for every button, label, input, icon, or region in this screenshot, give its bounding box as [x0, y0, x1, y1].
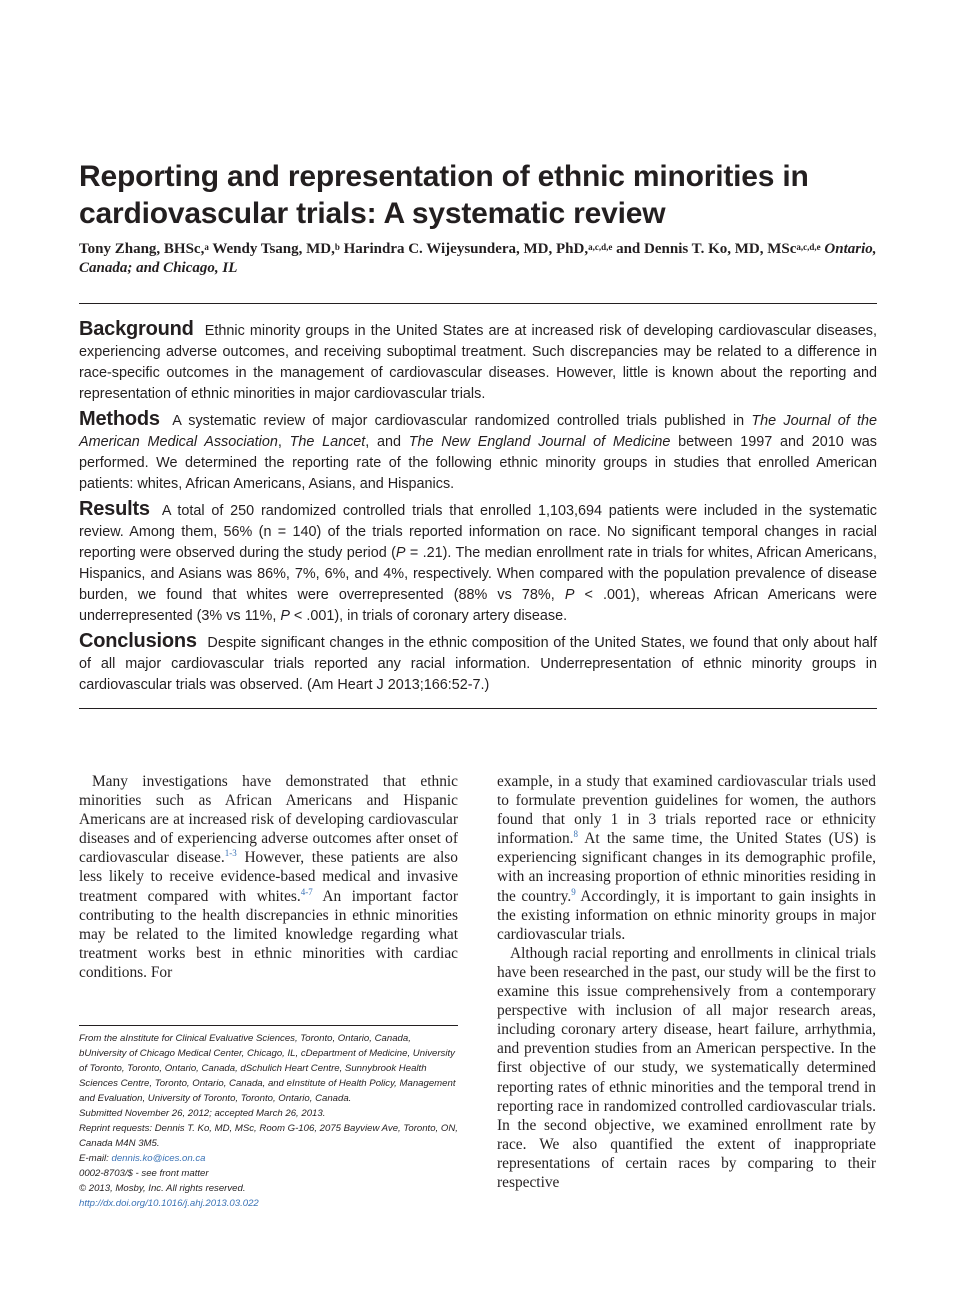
abstract-top-divider: [79, 303, 877, 304]
author-name: Wendy Tsang, MD,: [212, 241, 335, 257]
doi-link[interactable]: http://dx.doi.org/10.1016/j.ahj.2013.03.022: [79, 1198, 259, 1209]
author-name: and Dennis T. Ko, MD, MSc: [616, 241, 797, 257]
journal-name: The Journal of the American Medical Association: [79, 413, 877, 450]
author-name: Harindra C. Wijeysundera, MD, PhD,: [343, 241, 589, 257]
author-affiliation: a,c,d,e: [588, 242, 613, 252]
body-text: Many investigations have demonstrated that ethnic minorities such as African Americans and Hispanic Americans are at increased risk of developing cardiovascular diseases and of experiencing adverse outcomes after onset of cardiovascular disease.: [79, 773, 458, 867]
author-affiliation: a,c,d,e: [796, 242, 821, 252]
submission-note: Submitted November 26, 2012; accepted March 26, 2013.: [79, 1108, 326, 1119]
email-note: [79, 1151, 459, 1166]
abstract: [79, 319, 877, 700]
body-text: example, in a study that examined cardiovascular trials used to formulate prevention guidelines for women, the authors found that only 1 in 3 trials reported race or ethnicity information.: [497, 773, 876, 848]
body-text: An important factor contributing to the health discrepancies in ethnic minorities may be related to the limited knowledge regarding what treatment works best in ethnic minorities with cardiac conditions. For: [79, 887, 458, 981]
section-heading: Methods: [79, 408, 160, 430]
reference-link[interactable]: 4-7: [300, 886, 313, 897]
p-value-symbol: P: [395, 545, 406, 561]
abstract-conclusions: [79, 631, 877, 696]
author-affiliation: b: [334, 242, 340, 252]
author-locations: Ontario, Canada; and Chicago, IL: [79, 241, 877, 276]
author-name: Tony Zhang, BHSc,: [79, 241, 205, 257]
section-text: = .21). The median enrollment rate in trials for whites, African Americans, Hispanics, and Asians was 86%, 7%, 6%, and 4%, respectively. When compared with the population prevalence of disease burden, we found that whites were overrepresented (88% vs 78%,: [79, 545, 877, 603]
author-list: [79, 240, 899, 278]
body-text: Accordingly, it is important to gain insights in the existing information on ethnic minority groups in major cardiovascular trials.: [497, 887, 877, 943]
affiliations-note: From the aInstitute for Clinical Evaluative Sciences, Toronto, Ontario, Canada, bUniversity of Chicago Medical Center, Chicago, IL, cDepartment of Medicine, University of Toronto, Toronto, Ontario, Canada, dSchulich Heart Centre, Sunnybrook Health Sciences Centre, Toronto, Ontario, Canada, and eInstitute of Health Policy, Management and Evaluation, University of Toronto, Toronto, Ontario, Canada.: [79, 1033, 456, 1104]
journal-name: The Lancet: [289, 434, 366, 450]
section-heading: Results: [79, 498, 150, 520]
issn-note: 0002-8703/$ - see front matter: [79, 1168, 209, 1179]
abstract-results: [79, 499, 877, 627]
body-column-right: [497, 772, 876, 1192]
reference-link[interactable]: 8: [573, 829, 579, 840]
email-label: E-mail:: [79, 1153, 112, 1164]
article-title: Reporting and representation of ethnic minorities in cardiovascular trials: A systematic review: [79, 160, 809, 230]
reprint-note: Reprint requests: Dennis T. Ko, MD, MSc, Room G-106, 2075 Bayview Ave, Toronto, ON, Canada M4N 3M5.: [79, 1123, 458, 1149]
journal-name: The New England Journal of Medicine: [408, 434, 671, 450]
body-paragraph: [497, 772, 876, 944]
body-text: At the same time, the United States (US) is experiencing significant changes in its demographic profile, with an increasing proportion of ethnic minorities residing in the country.: [497, 830, 876, 905]
section-text: A systematic review of major cardiovascular randomized controlled trials published in: [172, 413, 752, 429]
abstract-methods: [79, 409, 877, 495]
body-column-left: [79, 772, 458, 982]
abstract-bottom-divider: [79, 708, 877, 709]
body-paragraph: Although racial reporting and enrollments in clinical trials have been researched in the past, our study will be the first to examine this issue comprehensively from a contemporary perspective with inclusion of all major research areas, including coronary artery disease, heart failure, arrhythmia, and prevention studies from an American perspective. In the first objective of our study, we systematically determined reporting rates of ethnic minorities and the temporal trend in reporting race in randomized controlled cardiovascular trials. In the second objective, we examined enrollment rate by race. We also quantified the extent of inappropriate representations of certain races by comparing to their respective: [497, 944, 876, 1191]
p-value-symbol: P: [564, 587, 575, 603]
footnotes: [79, 1031, 459, 1211]
section-text: Ethnic minority groups in the United States are at increased risk of developing cardiovascular diseases, experiencing adverse outcomes, and receiving suboptimal treatment. Such discrepancies may be related to a difference in race-specific outcomes in the management of cardiovascular diseases. However, little is known about the reporting and representation of ethnic minorities in major cardiovascular trials.: [79, 323, 877, 402]
section-heading: Conclusions: [79, 630, 197, 652]
section-text: between 1997 and 2010 was performed. We determined the reporting rate of the following ethnic minority groups in studies that enrolled American patients: whites, African Americans, Asians, and Hispanics.: [79, 434, 878, 492]
email-link[interactable]: dennis.ko@ices.on.ca: [111, 1153, 206, 1164]
section-text: ,: [277, 434, 290, 450]
copyright-note: © 2013, Mosby, Inc. All rights reserved.: [79, 1183, 246, 1194]
section-heading: Background: [79, 318, 194, 340]
reference-link[interactable]: 1-3: [224, 848, 237, 859]
author-affiliation: a: [204, 242, 209, 252]
body-paragraph: [79, 772, 458, 982]
p-value-symbol: P: [280, 608, 290, 624]
section-text: A total of 250 randomized controlled trials that enrolled 1,103,694 patients were included in the systematic review. Among them, 56% (n = 140) of the trials reported information on race. No significant temporal changes in racial reporting were observed during the study period (: [79, 503, 877, 561]
section-text: Despite significant changes in the ethnic composition of the United States, we found that only about half of all major cardiovascular trials reported any racial information. Underrepresentation of ethnic minority groups in cardiovascular trials was observed. (Am Heart J 2013;166:52-7.): [79, 635, 878, 693]
footnote-divider: [79, 1025, 458, 1026]
body-text: However, these patients are also less likely to receive evidence-based medical and invasive treatment compared with whites.: [79, 849, 458, 905]
section-text: , and: [365, 434, 409, 450]
section-text: < .001), in trials of coronary artery disease.: [289, 608, 568, 624]
section-text: < .001), whereas African Americans were underrepresented (3% vs 11%,: [79, 587, 878, 624]
abstract-background: [79, 319, 877, 405]
reference-link[interactable]: 9: [571, 886, 576, 897]
